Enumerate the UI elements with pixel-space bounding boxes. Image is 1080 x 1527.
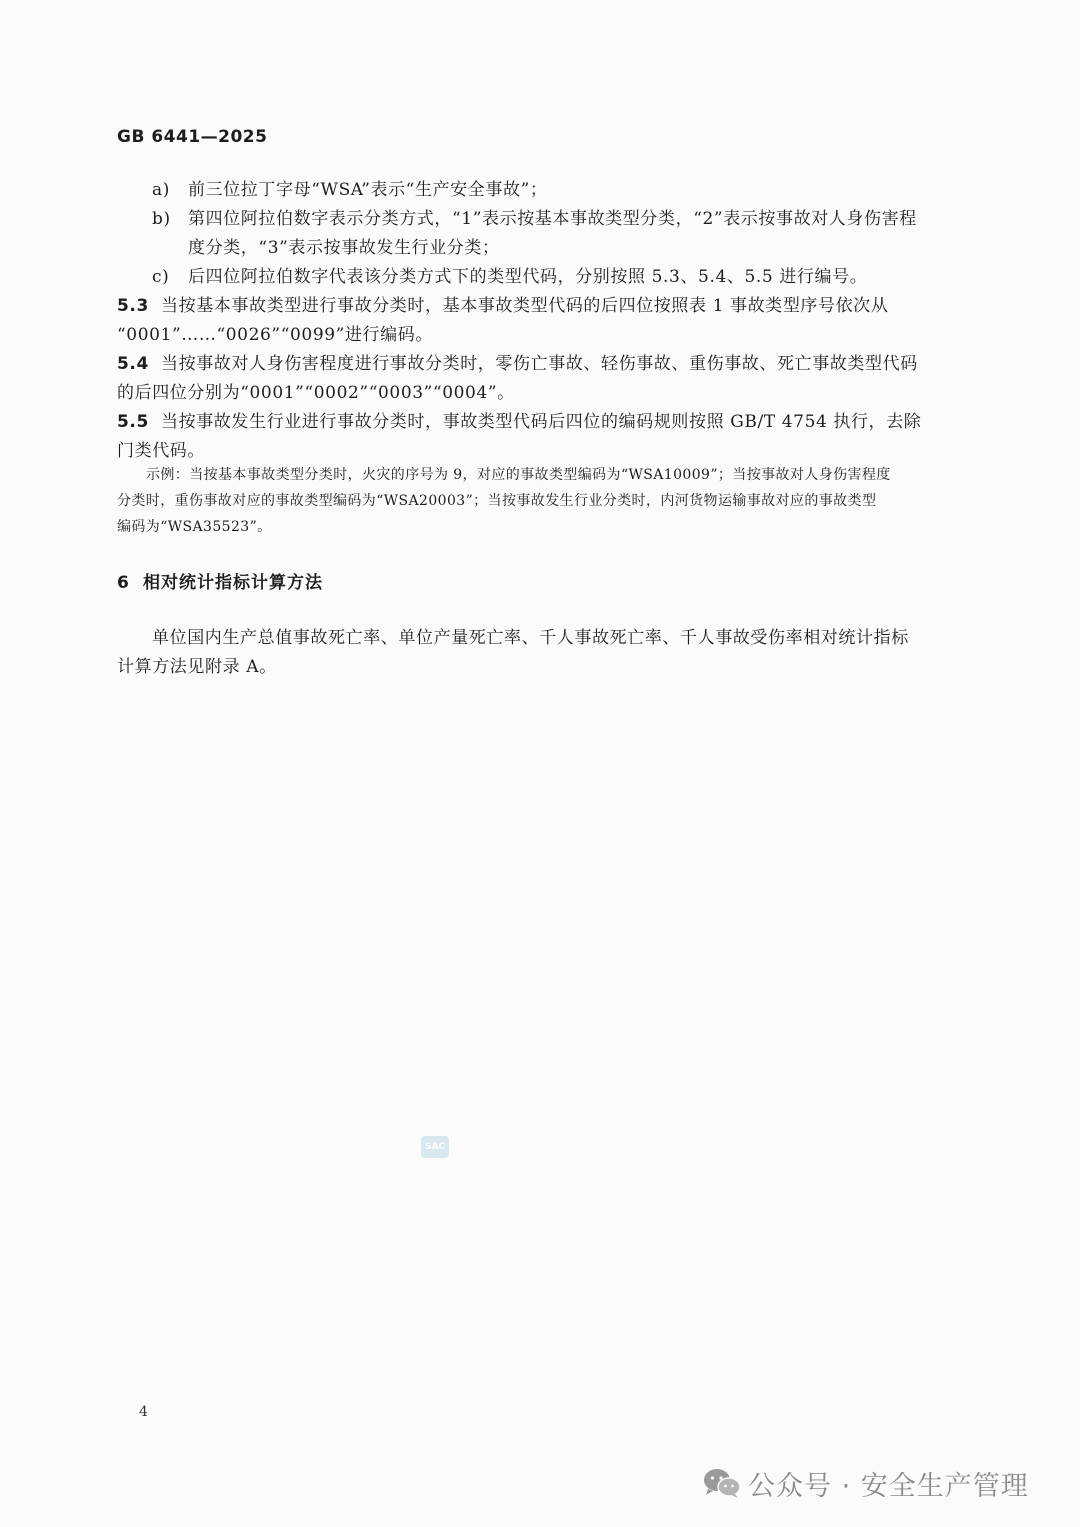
section-heading xyxy=(117,568,323,593)
clause-text: 当按基本事故类型进行事故分类时，基本事故类型代码的后四位按照表 1 事故类型序号依次从 xyxy=(161,296,889,316)
clause-number: 5.5 xyxy=(117,412,149,432)
clause-text: 当按事故对人身伤害程度进行事故分类时，零伤亡事故、轻伤事故、重伤事故、死亡事故类型代码 xyxy=(161,354,918,374)
example-note-line-2: 分类时，重伤事故对应的事故类型编码为“WSA20003”；当按事故发生行业分类时，内河货物运输事故对应的事故类型 xyxy=(117,493,877,509)
example-text: 当按基本事故类型分类时，火灾的序号为 9，对应的事故类型编码为“WSA10009”；当按事故对人身伤害程度 xyxy=(189,467,891,483)
list-item-c xyxy=(152,263,867,292)
section-paragraph: 单位国内生产总值事故死亡率、单位产量死亡率、千人事故死亡率、千人事故受伤率相对统计指标 xyxy=(152,628,909,648)
example-note-line-3: 编码为“WSA35523”。 xyxy=(117,519,272,535)
wechat-watermark xyxy=(702,1463,1029,1503)
clause-5-4 xyxy=(117,350,918,379)
clause-5-5 xyxy=(117,408,921,437)
example-label: 示例： xyxy=(146,467,190,483)
list-item-text: 第四位阿拉伯数字表示分类方式，“1”表示按基本事故类型分类，“2”表示按事故对人身伤害程 xyxy=(188,209,917,229)
example-note xyxy=(146,462,891,488)
clause-5-3-continuation: “0001”……“0026”“0099”进行编码。 xyxy=(117,325,433,345)
list-item-b-continuation: 度分类，“3”表示按事故发生行业分类； xyxy=(188,238,500,258)
list-marker: b) xyxy=(152,209,171,229)
sac-stamp-logo: SAC xyxy=(421,1136,449,1158)
clause-number: 5.4 xyxy=(117,354,149,374)
clause-number: 5.3 xyxy=(117,296,149,316)
list-item-text: 前三位拉丁字母“WSA”表示“生产安全事故”； xyxy=(188,180,548,200)
list-item-text: 后四位阿拉伯数字代表该分类方式下的类型代码，分别按照 5.3、5.4、5.5 进行编号。 xyxy=(188,267,868,287)
section-paragraph-continuation: 计算方法见附录 A。 xyxy=(117,657,277,677)
clause-5-3 xyxy=(117,292,888,321)
clause-5-4-continuation: 的后四位分别为“0001”“0002”“0003”“0004”。 xyxy=(117,383,515,403)
list-item-b xyxy=(152,205,917,234)
list-marker: a) xyxy=(152,180,170,200)
watermark-text: 公众号 · 安全生产管理 xyxy=(748,1470,1029,1502)
clause-5-5-continuation: 门类代码。 xyxy=(117,441,205,461)
list-item-a xyxy=(152,176,547,205)
clause-text: 当按事故发生行业进行事故分类时，事故类型代码后四位的编码规则按照 GB/T 4754 执行，去除 xyxy=(161,412,922,432)
list-marker: c) xyxy=(152,267,170,287)
wechat-icon xyxy=(702,1466,742,1500)
section-title: 相对统计指标计算方法 xyxy=(143,573,323,593)
section-number: 6 xyxy=(117,573,130,593)
page-number: 4 xyxy=(139,1404,148,1420)
standard-code-header: GB 6441—2025 xyxy=(117,127,268,147)
